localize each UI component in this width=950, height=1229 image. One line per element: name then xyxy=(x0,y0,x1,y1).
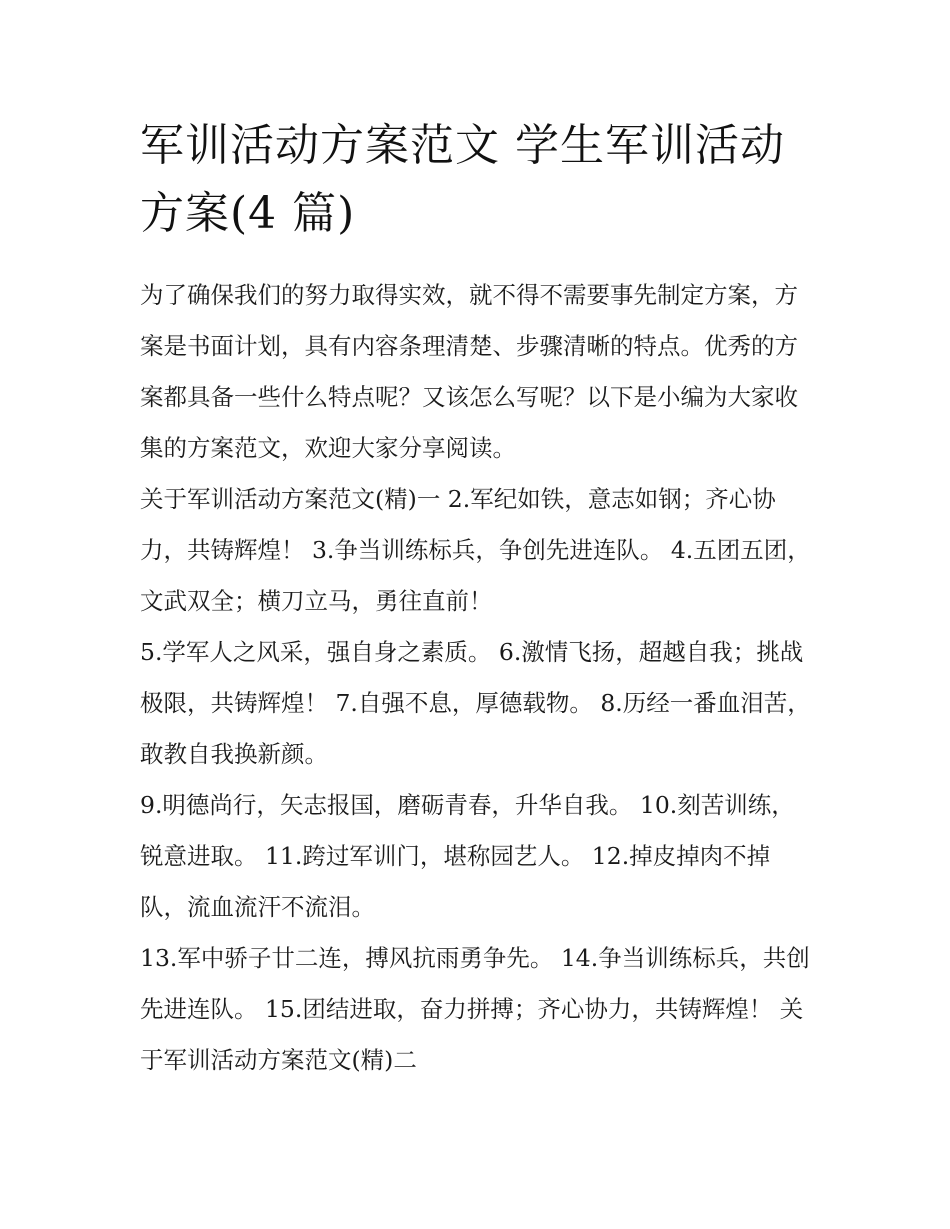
body-paragraph-2: 5.学军人之风采，强自身之素质。 6.激情飞扬，超越自我；挑战极限，共铸辉煌！ 7.自强不息，厚德载物。 8.历经一番血泪苦，敢教自我换新颜。 xyxy=(140,638,811,768)
body-paragraph-4: 13.军中骄子廿二连，搏风抗雨勇争先。 14.争当训练标兵，共创先进连队。 15.团结进取，奋力拼搏；齐心协力，共铸辉煌！ 关于军训活动方案范文(精)二 xyxy=(140,944,810,1074)
intro-paragraph: 为了确保我们的努力取得实效，就不得不需要事先制定方案，方案是书面计划，具有内容条理清楚、步骤清晰的特点。优秀的方案都具备一些什么特点呢？又该怎么写呢？以下是小编为大家收集的方案范文，欢迎大家分享阅读。 xyxy=(140,281,798,462)
body-paragraph-3: 9.明德尚行，矢志报国，磨砺青春，升华自我。 10.刻苦训练，锐意进取。 11.跨过军训门，堪称园艺人。 12.掉皮掉肉不掉队，流血流汗不流泪。 xyxy=(140,791,795,921)
document-body xyxy=(140,112,815,1086)
body-paragraph-1: 关于军训活动方案范文(精)一 2.军纪如铁，意志如钢；齐心协力，共铸辉煌！ 3.争当训练标兵，争创先进连队。 4.五团五团，文武双全；横刀立马，勇往直前！ xyxy=(140,485,811,615)
document-title: 军训活动方案范文 学生军训活动方案(4 篇) xyxy=(140,120,785,239)
